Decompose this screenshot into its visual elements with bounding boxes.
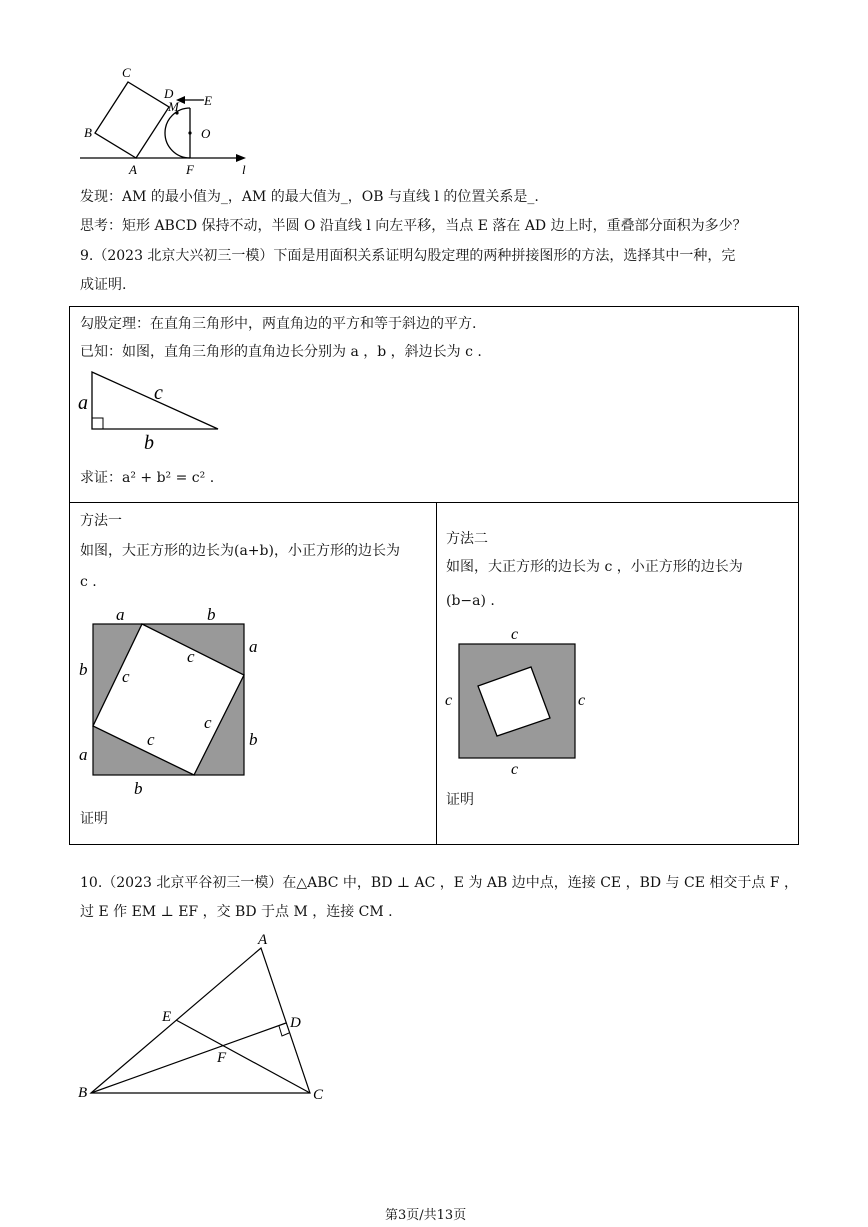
- q9-m2-c-left: c: [445, 692, 453, 709]
- q8-discovery: 发现：AM 的最小值为_，AM 的最大值为_，OB 与直线 l 的位置关系是_.: [80, 189, 539, 205]
- q10-label-D: D: [290, 1015, 301, 1031]
- q9-m1-c-right: c: [204, 713, 212, 732]
- q8-figure: [70, 62, 270, 182]
- q10-label-C: C: [313, 1087, 324, 1103]
- q8-label-F: F: [186, 162, 194, 177]
- q10-label-A: A: [258, 932, 268, 948]
- q9-m1-b-left: b: [79, 660, 88, 679]
- q9-table-hdivider: [69, 502, 799, 503]
- page-footer: 第3页/共13页: [385, 1208, 467, 1223]
- q9-method1-desc-line2: c .: [80, 574, 97, 590]
- q8-label-A: A: [129, 162, 137, 177]
- q10-label-E: E: [162, 1009, 172, 1025]
- q9-method1-figure: [74, 602, 274, 802]
- q9-m1-a-left: a: [79, 745, 88, 764]
- q9-triangle-b: b: [144, 432, 154, 454]
- q9-m2-c-bottom: c: [511, 761, 519, 778]
- q10-label-B: B: [78, 1085, 88, 1101]
- q9-triangle-a: a: [78, 392, 88, 414]
- q9-method2-figure: [440, 622, 600, 782]
- q9-m1-a-right: a: [249, 637, 258, 656]
- q10-stem-line2: 过 E 作 EM ⊥ EF ，交 BD 于点 M ，连接 CM .: [80, 904, 393, 920]
- q10-label-F: F: [217, 1050, 227, 1066]
- q9-m2-c-top: c: [511, 626, 519, 643]
- q9-m2-c-right: c: [578, 692, 586, 709]
- q9-method2-title: 方法二: [446, 531, 488, 547]
- q9-method1-proof: 证明: [80, 811, 108, 827]
- q9-given: 已知：如图，直角三角形的直角边长分别为 a ，b ，斜边长为 c .: [80, 344, 482, 360]
- q9-triangle-figure: [74, 365, 224, 455]
- q9-m1-b-right: b: [249, 730, 258, 749]
- q8-label-l: l: [242, 162, 246, 177]
- q9-prove: 求证：a² + b² = c² .: [80, 470, 215, 486]
- q9-table-vdivider: [436, 502, 437, 845]
- q9-method2-proof: 证明: [446, 792, 474, 808]
- q9-theorem: 勾股定理：在直角三角形中，两直角边的平方和等于斜边的平方.: [80, 316, 477, 332]
- q9-m1-c-left: c: [122, 667, 130, 686]
- q9-m1-c-bottom: c: [147, 730, 155, 749]
- q9-method1-desc-line1: 如图，大正方形的边长为(a+b)，小正方形的边长为: [80, 543, 400, 559]
- q9-m1-a-top: a: [116, 605, 125, 624]
- q9-method1-title: 方法一: [80, 513, 122, 529]
- q9-method2-desc-line1: 如图，大正方形的边长为 c ，小正方形的边长为: [446, 559, 743, 575]
- q9-stem-line1: 9.（2023 北京大兴初三一模）下面是用面积关系证明勾股定理的两种拼接图形的方法，选择其中一种，完: [80, 248, 736, 264]
- q8-label-E: E: [204, 93, 212, 108]
- q8-label-O: O: [201, 126, 211, 141]
- q8-label-C: C: [122, 65, 131, 80]
- q8-thinking: 思考：矩形 ABCD 保持不动，半圆 O 沿直线 l 向左平移，当点 E 落在 AD 边上时，重叠部分面积为多少？: [80, 218, 747, 234]
- q10-figure: [70, 925, 340, 1105]
- q8-label-M: M: [168, 99, 179, 114]
- q8-label-B: B: [84, 125, 92, 140]
- q9-m1-c-top: c: [187, 647, 195, 666]
- q9-triangle-c: c: [154, 382, 163, 404]
- q10-stem-line1: 10.（2023 北京平谷初三一模）在△ABC 中，BD ⊥ AC ，E 为 AB 边中点，连接 CE ，BD 与 CE 相交于点 F ，: [80, 875, 798, 891]
- q9-m1-b-bottom: b: [134, 779, 143, 798]
- q9-method2-desc-line2: (b−a) .: [446, 593, 495, 609]
- q8-label-D: D: [164, 86, 174, 101]
- q9-stem-line2: 成证明.: [80, 277, 127, 293]
- q9-m1-b-top: b: [207, 605, 216, 624]
